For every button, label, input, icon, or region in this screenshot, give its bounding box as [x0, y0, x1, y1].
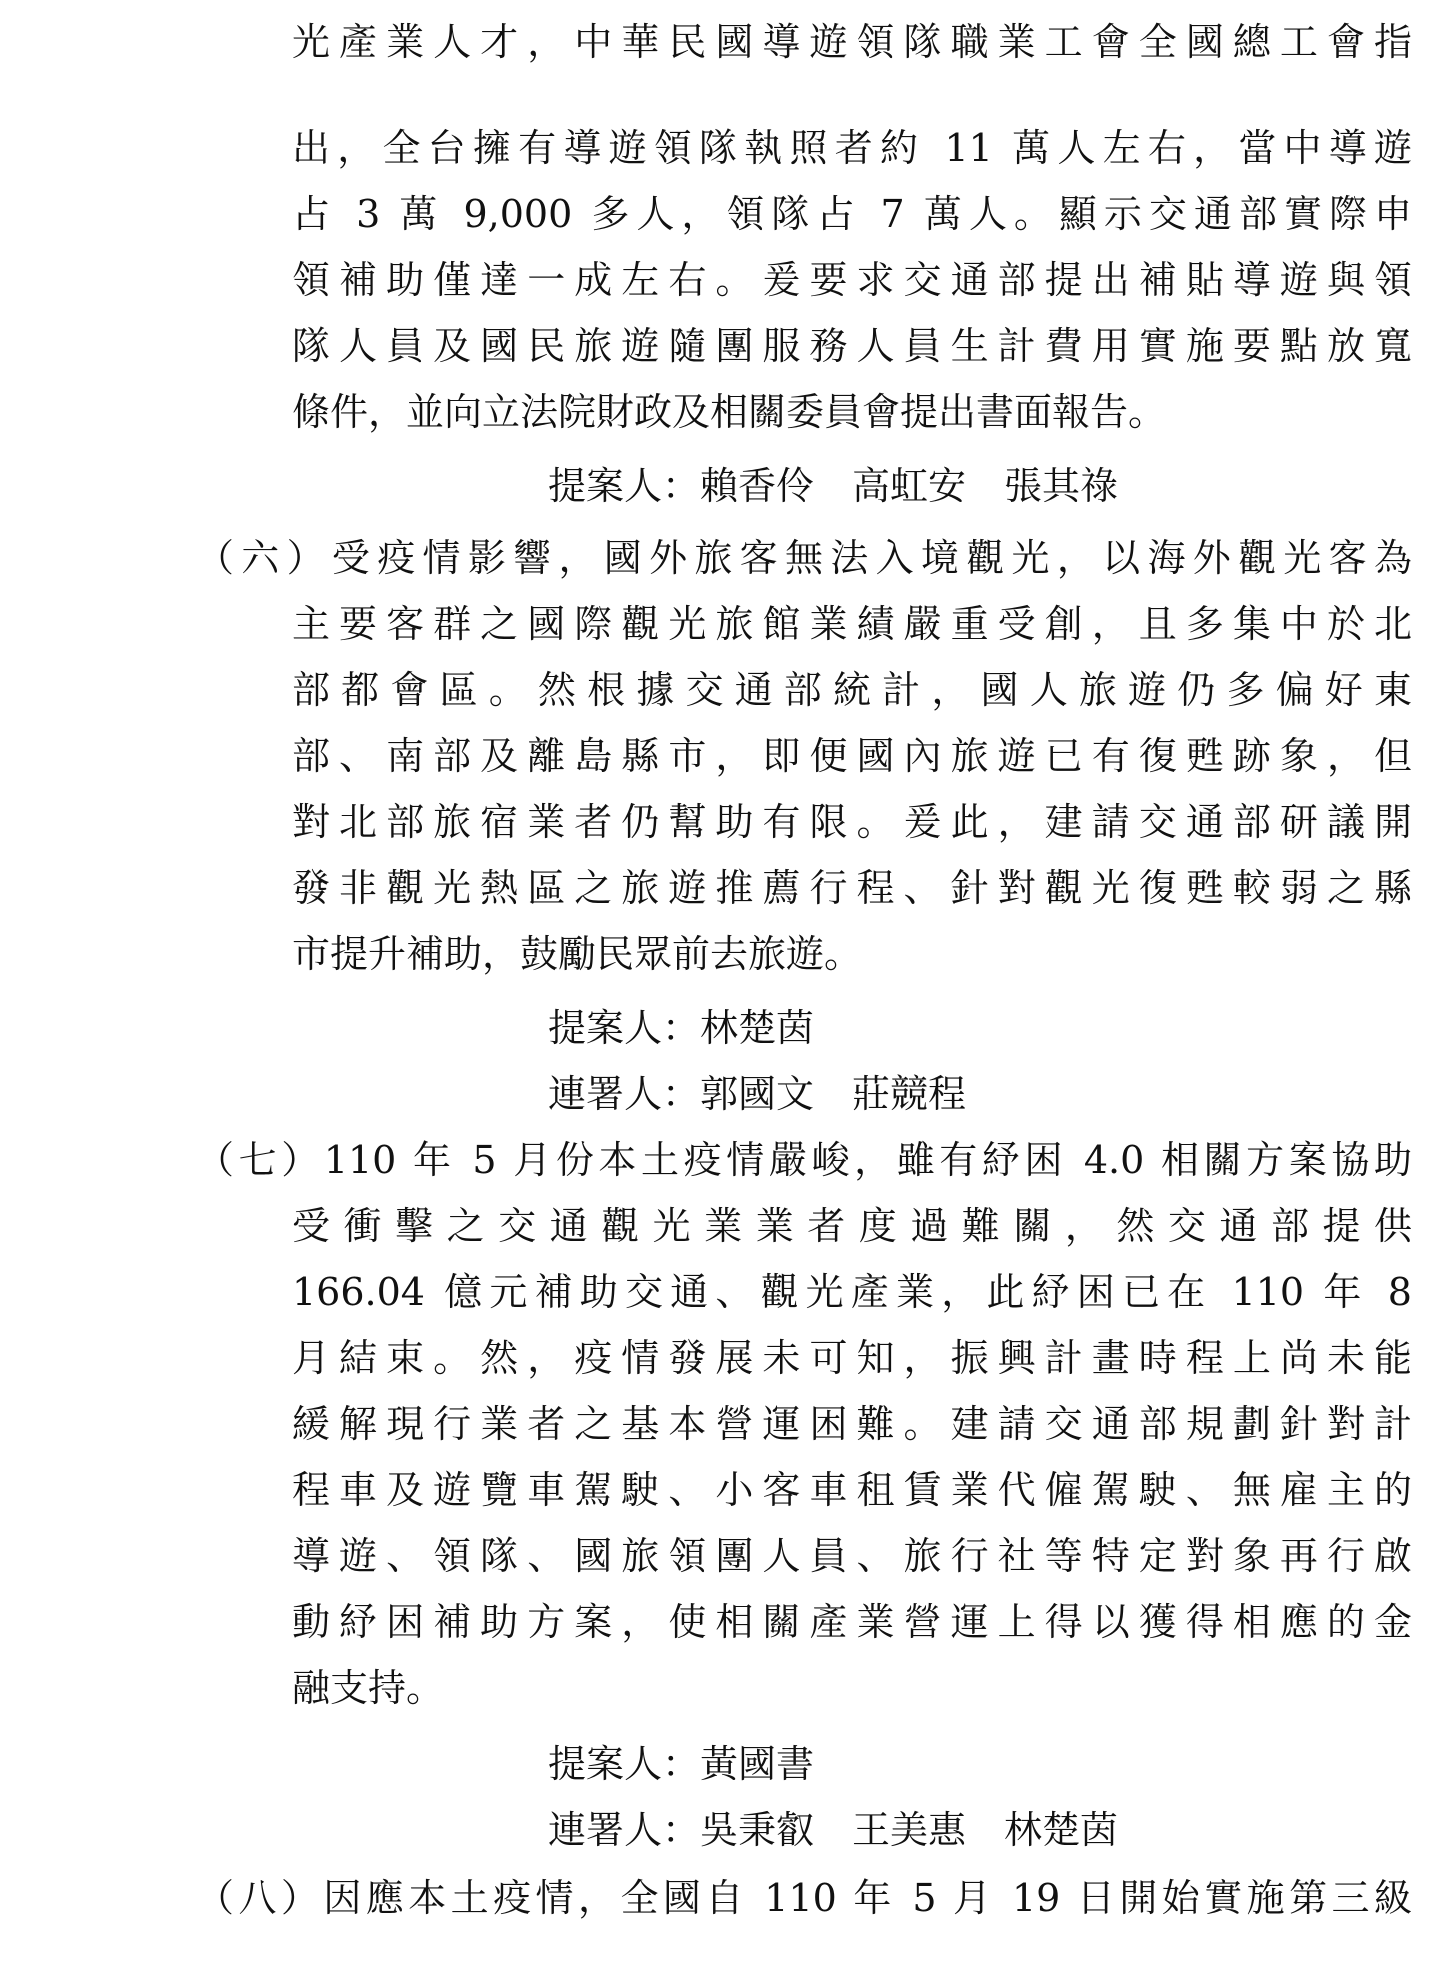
paragraph-line: 領補助僅達一成左右。爰要求交通部提出補貼導遊與領	[292, 258, 1412, 302]
item-six-first-line: （六）受疫情影響，國外旅客無法入境觀光，以海外觀光客為	[196, 536, 1412, 580]
proposer-line: 提案人：賴香伶 高虹安 張其祿	[548, 464, 1119, 508]
paragraph-line: 隊人員及國民旅遊隨團服務人員生計費用實施要點放寬	[292, 324, 1412, 368]
paragraph-line: 166.04 億元補助交通、觀光產業，此紓困已在 110 年 8	[292, 1270, 1412, 1314]
paragraph-line: 部都會區。然根據交通部統計，國人旅遊仍多偏好東	[292, 668, 1412, 712]
paragraph-line: 動紓困補助方案，使相關產業營運上得以獲得相應的金	[292, 1600, 1412, 1644]
proposer-line: 提案人：林楚茵	[548, 1006, 815, 1050]
paragraph-line: 導遊、領隊、國旅領團人員、旅行社等特定對象再行啟	[292, 1534, 1412, 1578]
paragraph-line: 占 3 萬 9,000 多人，領隊占 7 萬人。顯示交通部實際申	[292, 192, 1412, 236]
paragraph-line: 市提升補助，鼓勵民眾前去旅遊。	[292, 932, 863, 976]
item-eight-first-line: （八）因應本土疫情，全國自 110 年 5 月 19 日開始實施第三級	[196, 1876, 1412, 1920]
paragraph-line: 受衝擊之交通觀光業業者度過難關，然交通部提供	[292, 1204, 1412, 1248]
paragraph-line: 部、南部及離島縣市，即便國內旅遊已有復甦跡象，但	[292, 734, 1412, 778]
paragraph-line: 出，全台擁有導遊領隊執照者約 11 萬人左右，當中導遊	[292, 126, 1412, 170]
cosigner-line: 連署人：吳秉叡 王美惠 林楚茵	[548, 1808, 1119, 1852]
paragraph-line: 程車及遊覽車駕駛、小客車租賃業代僱駕駛、無雇主的	[292, 1468, 1412, 1512]
paragraph-line: 融支持。	[292, 1666, 445, 1710]
paragraph-line: 主要客群之國際觀光旅館業績嚴重受創，且多集中於北	[292, 602, 1412, 646]
item-seven-first-line: （七）110 年 5 月份本土疫情嚴峻，雖有紓困 4.0 相關方案協助	[196, 1138, 1412, 1182]
paragraph-line: 發非觀光熱區之旅遊推薦行程、針對觀光復甦較弱之縣	[292, 866, 1412, 910]
paragraph-line: 條件，並向立法院財政及相關委員會提出書面報告。	[292, 390, 1167, 434]
paragraph-line: 光產業人才，中華民國導遊領隊職業工會全國總工會指	[292, 20, 1412, 64]
proposer-line: 提案人：黃國書	[548, 1742, 815, 1786]
paragraph-line: 緩解現行業者之基本營運困難。建請交通部規劃針對計	[292, 1402, 1412, 1446]
cosigner-line: 連署人：郭國文 莊競程	[548, 1072, 967, 1116]
paragraph-line: 對北部旅宿業者仍幫助有限。爰此，建請交通部研議開	[292, 800, 1412, 844]
paragraph-line: 月結束。然，疫情發展未可知，振興計畫時程上尚未能	[292, 1336, 1412, 1380]
